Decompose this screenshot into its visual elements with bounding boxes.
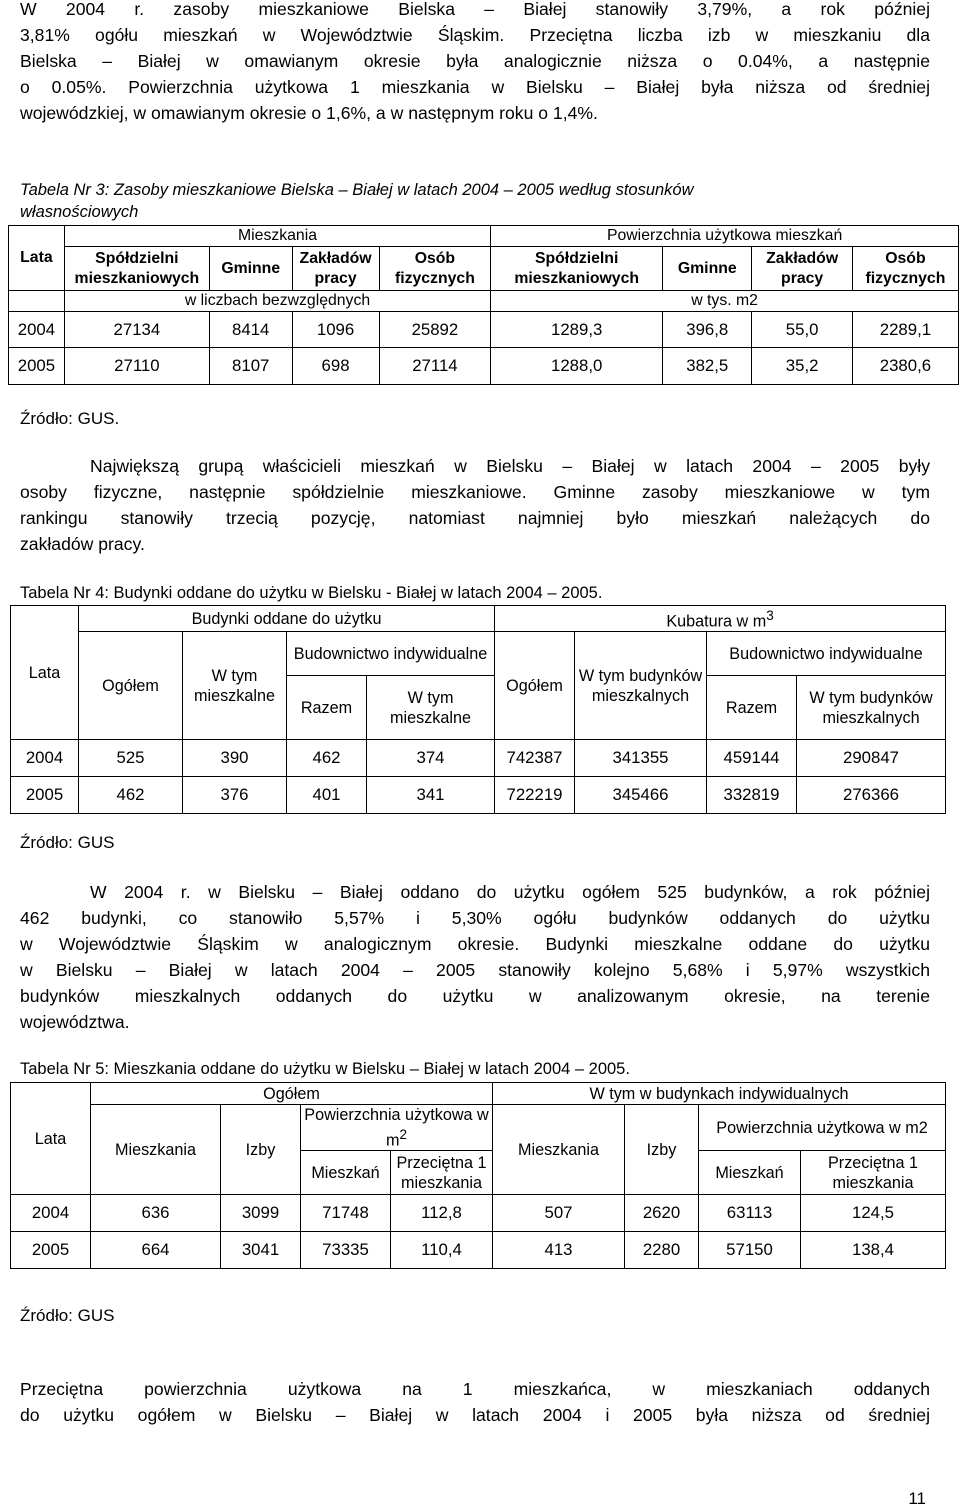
text-line: wojewódzkiej, w omawianym okresie o 1,6%, a w następnym roku o 1,4%.	[20, 103, 598, 123]
kubatura-label: Kubatura w m	[666, 612, 767, 631]
header-lata: Lata	[9, 226, 65, 291]
cell: 27114	[379, 348, 491, 385]
table4-source: Źródło: GUS	[20, 833, 115, 852]
header-gminne: Gminne	[663, 247, 752, 291]
cell: 2005	[11, 1232, 91, 1269]
cell: 276366	[797, 777, 946, 814]
cell: 2620	[625, 1195, 699, 1232]
cell: 27110	[64, 348, 209, 385]
cell: 57150	[699, 1232, 801, 1269]
cell: 462	[287, 740, 367, 777]
cell: 664	[91, 1232, 221, 1269]
caption-line: Tabela Nr 5: Mieszkania oddane do użytku w Bielsku – Białej w latach 2004 – 2005.	[20, 1060, 630, 1078]
header-zakladow: Zakładów pracy	[292, 247, 379, 291]
table-row	[9, 312, 959, 348]
caption-line: Tabela Nr 3: Zasoby mieszkaniowe Bielska – Białej w latach 2004 – 2005 według stosunków	[20, 181, 694, 199]
cell: 401	[287, 777, 367, 814]
cell: 8414	[209, 312, 292, 348]
text-line: do użytku ogółem w Bielsku – Białej w latach 2004 i 2005 była niższa od średniej	[20, 1405, 930, 1425]
cell: 138,4	[801, 1232, 946, 1269]
cell: 507	[493, 1195, 625, 1232]
header-mieszkania: Mieszkania	[91, 1105, 221, 1195]
text-line: rankingu stanowiły trzecią pozycję, natomiast najmniej było mieszkań należących do	[20, 508, 930, 528]
header-spoldzielni: Spółdzielni mieszkaniowych	[491, 247, 663, 291]
cell: 3099	[221, 1195, 301, 1232]
header-powierzchnia: Powierzchnia użytkowa w m2	[699, 1105, 946, 1151]
header-powierzchnia: Powierzchnia użytkowa mieszkań	[491, 226, 959, 247]
text-line: Przeciętna powierzchnia użytkowa na 1 mieszkańca, w mieszkaniach oddanych	[20, 1379, 930, 1399]
cell: 1288,0	[491, 348, 663, 385]
cell: 341	[367, 777, 495, 814]
cell: 525	[79, 740, 183, 777]
paragraph-owners	[20, 453, 930, 557]
cell: 1096	[292, 312, 379, 348]
cell: 2004	[11, 1195, 91, 1232]
header-lata: Lata	[11, 606, 79, 740]
header-przecietna: Przeciętna 1 mieszkania	[801, 1151, 946, 1195]
header-powierzchnia	[301, 1105, 493, 1151]
cell: 290847	[797, 740, 946, 777]
table3-source: Źródło: GUS.	[20, 409, 120, 428]
cell: 382,5	[663, 348, 752, 385]
cell: 2004	[11, 740, 79, 777]
cell: 3041	[221, 1232, 301, 1269]
table4-caption	[20, 582, 930, 604]
table5-caption	[20, 1058, 930, 1080]
header-izby: Izby	[221, 1105, 301, 1195]
text-line: budynków mieszkalnych oddanych do użytku w analizowanym okresie, na terenie	[20, 986, 930, 1006]
table-row	[11, 740, 946, 777]
cell: 8107	[209, 348, 292, 385]
header-spoldzielni: Spółdzielni mieszkaniowych	[64, 247, 209, 291]
header-budynki: Budynki oddane do użytku	[79, 606, 495, 632]
header-wtym-mieszkalne: W tym mieszkalne	[367, 676, 495, 740]
header-wtym-budynkow: W tym budynków mieszkalnych	[575, 632, 707, 740]
header-mieszkan: Mieszkań	[699, 1151, 801, 1195]
powierzchnia-label: Powierzchnia użytkowa w m	[304, 1106, 489, 1150]
cell: 2005	[11, 777, 79, 814]
paragraph-buildings	[20, 879, 930, 1035]
cell: 332819	[707, 777, 797, 814]
cell: 71748	[301, 1195, 391, 1232]
paragraph-housing-stock	[20, 0, 930, 126]
kubatura-sup: 3	[766, 608, 774, 623]
header-ogolem: Ogółem	[79, 632, 183, 740]
text-line: 462 budynki, co stanowiło 5,57% i 5,30% ogółu budynków oddanych do użytku	[20, 908, 930, 928]
text-line: w Bielsku – Białej w latach 2004 – 2005 stanowiły kolejno 5,68% i 5,97% wszystkich	[20, 960, 930, 980]
table3-housing-stock	[8, 225, 959, 385]
paragraph-average-area	[20, 1376, 930, 1428]
header-ogolem: Ogółem	[91, 1083, 493, 1105]
text-line: w Województwie Śląskim w analogicznym okresie. Budynki mieszkalne oddane do użytku	[20, 934, 930, 954]
cell: 722219	[495, 777, 575, 814]
cell: 112,8	[391, 1195, 493, 1232]
cell: 345466	[575, 777, 707, 814]
text-line: zakładów pracy.	[20, 534, 145, 554]
header-lata: Lata	[11, 1083, 91, 1195]
header-ogolem: Ogółem	[495, 632, 575, 740]
cell: 413	[493, 1232, 625, 1269]
unit-thousand-m2: w tys. m2	[491, 291, 959, 312]
cell: 1289,3	[491, 312, 663, 348]
unit-absolute: w liczbach bezwzględnych	[64, 291, 490, 312]
header-razem: Razem	[707, 676, 797, 740]
text-line: o 0.05%. Powierzchnia użytkowa 1 mieszkania w Bielsku – Białej była niższa od średniej	[20, 77, 930, 97]
cell: 2005	[9, 348, 65, 385]
text-line: województwa.	[20, 1012, 130, 1032]
table4-buildings	[10, 605, 946, 814]
table-row	[9, 348, 959, 385]
table3-caption	[20, 179, 930, 223]
text-line: Największą grupą właścicieli mieszkań w Bielsku – Białej w latach 2004 – 2005 były	[90, 456, 930, 476]
header-wtym-budynkow: W tym budynków mieszkalnych	[797, 676, 946, 740]
text-line: W 2004 r. w Bielsku – Białej oddano do użytku ogółem 525 budynków, a rok później	[90, 882, 930, 902]
header-wtym-indywidualnych: W tym w budynkach indywidualnych	[493, 1083, 946, 1105]
table-row	[11, 777, 946, 814]
cell: 2289,1	[852, 312, 958, 348]
cell: 2280	[625, 1232, 699, 1269]
header-mieszkan: Mieszkań	[301, 1151, 391, 1195]
cell: 390	[183, 740, 287, 777]
cell: 698	[292, 348, 379, 385]
header-osob: Osób fizycznych	[852, 247, 958, 291]
header-zakladow: Zakładów pracy	[752, 247, 852, 291]
header-gminne: Gminne	[209, 247, 292, 291]
cell: 462	[79, 777, 183, 814]
header-osob: Osób fizycznych	[379, 247, 491, 291]
text-line: Bielska – Białej w omawianym okresie była analogicznie niższa o 0.04%, a następnie	[20, 51, 930, 71]
cell: 374	[367, 740, 495, 777]
cell: 742387	[495, 740, 575, 777]
header-wtym-mieszkalne: W tym mieszkalne	[183, 632, 287, 740]
text-line: osoby fizyczne, następnie spółdzielnie mieszkaniowe. Gminne zasoby mieszkaniowe w tym	[20, 482, 930, 502]
text-line: 3,81% ogółu mieszkań w Województwie Śląskim. Przeciętna liczba izb w mieszkaniu dla	[20, 25, 930, 45]
caption-line: własnościowych	[20, 203, 139, 221]
table-row	[11, 1195, 946, 1232]
cell: 27134	[64, 312, 209, 348]
header-razem: Razem	[287, 676, 367, 740]
header-budownictwo: Budownictwo indywidualne	[287, 632, 495, 676]
table-row	[11, 1232, 946, 1269]
cell: 55,0	[752, 312, 852, 348]
cell: 124,5	[801, 1195, 946, 1232]
cell: 73335	[301, 1232, 391, 1269]
caption-line: Tabela Nr 4: Budynki oddane do użytku w Bielsku - Białej w latach 2004 – 2005.	[20, 584, 603, 602]
cell: 110,4	[391, 1232, 493, 1269]
cell: 636	[91, 1195, 221, 1232]
header-mieszkania: Mieszkania	[493, 1105, 625, 1195]
table5-dwellings	[10, 1082, 946, 1269]
page-number: 11	[908, 1489, 926, 1508]
cell: 396,8	[663, 312, 752, 348]
cell: 63113	[699, 1195, 801, 1232]
cell: 459144	[707, 740, 797, 777]
header-mieszkania: Mieszkania	[64, 226, 490, 247]
cell: 376	[183, 777, 287, 814]
powierzchnia-sup: 2	[399, 1127, 407, 1142]
header-kubatura	[495, 606, 946, 632]
cell: 2380,6	[852, 348, 958, 385]
cell: 2004	[9, 312, 65, 348]
header-przecietna: Przeciętna 1 mieszkania	[391, 1151, 493, 1195]
header-izby: Izby	[625, 1105, 699, 1195]
cell: 35,2	[752, 348, 852, 385]
cell: 341355	[575, 740, 707, 777]
cell: 25892	[379, 312, 491, 348]
text-line: W 2004 r. zasoby mieszkaniowe Bielska – Białej stanowiły 3,79%, a rok później	[20, 0, 930, 19]
table5-source: Źródło: GUS	[20, 1306, 115, 1325]
header-budownictwo: Budownictwo indywidualne	[707, 632, 946, 676]
